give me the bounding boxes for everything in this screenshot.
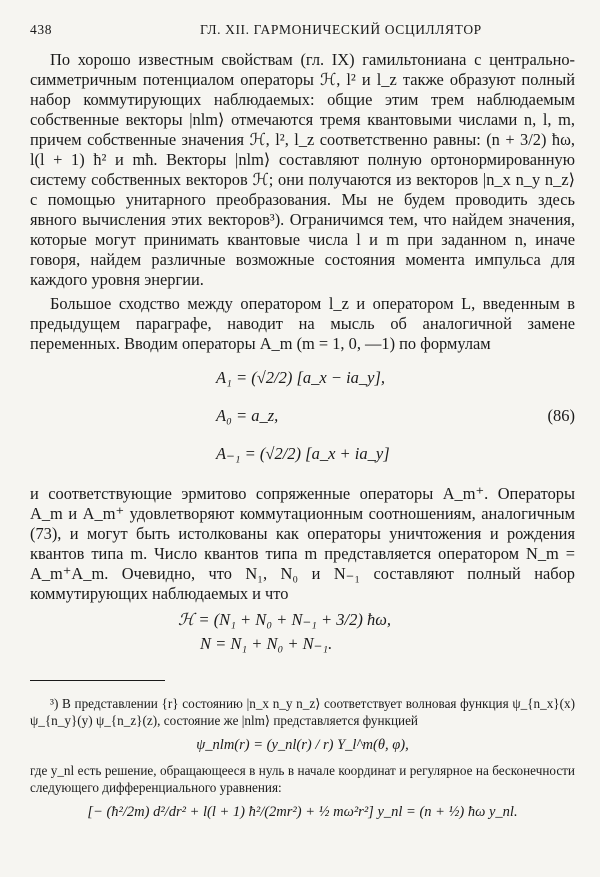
- hamiltonian-equations: [30, 608, 575, 660]
- paragraph-3: и соответствующие эрмитово сопряженные операторы A_m⁺. Операторы A_m и A_m⁺ удовлетворяют коммутационным соотношениям, аналогичным (73), и могут быть истолкованы как операторы уничтожения и рождения квантов типа m. Число квантов типа m представляется оператором N_m = A_m⁺A_m. Очевидно, что N₁, N₀ и N₋₁ составляют полный набор коммутирующих наблюдаемых и что: [30, 484, 575, 603]
- equation-86-line-1: A₁ = (√2/2) [a_x − ia_y],: [216, 368, 386, 387]
- footnote-rule: [30, 680, 165, 681]
- page: [30, 22, 575, 821]
- hamiltonian-equation: ℋ = (N₁ + N₀ + N₋₁ + 3/2) ħω,: [178, 610, 392, 629]
- paragraph-2: Большое сходство между оператором l_z и оператором L, введенным в предыдущем параграфе, наводит на мысль об аналогичной замене переменных. Вводим операторы A_m (m = 1, 0, —1) по формулам: [30, 294, 575, 353]
- footnote-text-1: ³) В представлении {r} состоянию |n_x n_y n_z⟩ соответствует волновая функция ψ_{n_x}(x) ψ_{n_y}(y) ψ_{n_z}(z), состояние же |nlm⟩ представляется функцией: [30, 696, 575, 728]
- footnote-text-2: где y_nl есть решение, обращающееся в нуль в начале координат и регулярное на бесконечности следующего дифференциального уравнения:: [30, 763, 575, 795]
- number-operator-equation: N = N₁ + N₀ + N₋₁.: [200, 634, 333, 653]
- equation-86-line-2: A₀ = a_z,: [216, 406, 279, 425]
- running-header: [30, 22, 575, 44]
- page-number: 438: [30, 22, 53, 37]
- equation-86-block: [30, 362, 575, 478]
- running-title: ГЛ. XII. ГАРМОНИЧЕСКИЙ ОСЦИЛЛЯТОР: [200, 22, 482, 37]
- footnote: [30, 695, 575, 821]
- equation-86-line-3: A₋₁ = (√2/2) [a_x + ia_y]: [216, 444, 390, 463]
- equation-number: (86): [547, 406, 575, 425]
- paragraph-1: По хорошо известным свойствам (гл. IX) гамильтониана с центрально-симметричным потенциалом операторы ℋ, l² и l_z также образуют полный набор коммутирующих наблюдаемых: общие этим трем наблюдаемым собственные векторы |nlm⟩ отмечаются тремя квантовыми числами n, l, m, причем собственные значения ℋ, l², l_z соответственно равны: (n + 3/2) ħω, l(l + 1) ħ² и mħ. Векторы |nlm⟩ составляют полную ортонормированную систему собственных векторов ℋ; они получаются из векторов |n_x n_y n_z⟩ с помощью унитарного преобразования. Мы не будем проводить здесь явного вычисления этих векторов³). Ограничимся тем, что найдем значения, которые могут принимать квантовые числа l и m при заданном n, иначе говоря, найдем различные возможные состояния момента импульса для каждого уровня энергии.: [30, 50, 575, 289]
- footnote-equation-1: ψ_nlm(r) = (y_nl(r) / r) Y_l^m(θ, φ),: [196, 737, 409, 753]
- main-text: [30, 50, 575, 354]
- main-text-continued: [30, 484, 575, 604]
- footnote-equation-2: [− (ħ²/2m) d²/dr² + l(l + 1) ħ²/(2mr²) + ½ mω²r²] y_nl = (n + ½) ħω y_nl.: [87, 804, 518, 820]
